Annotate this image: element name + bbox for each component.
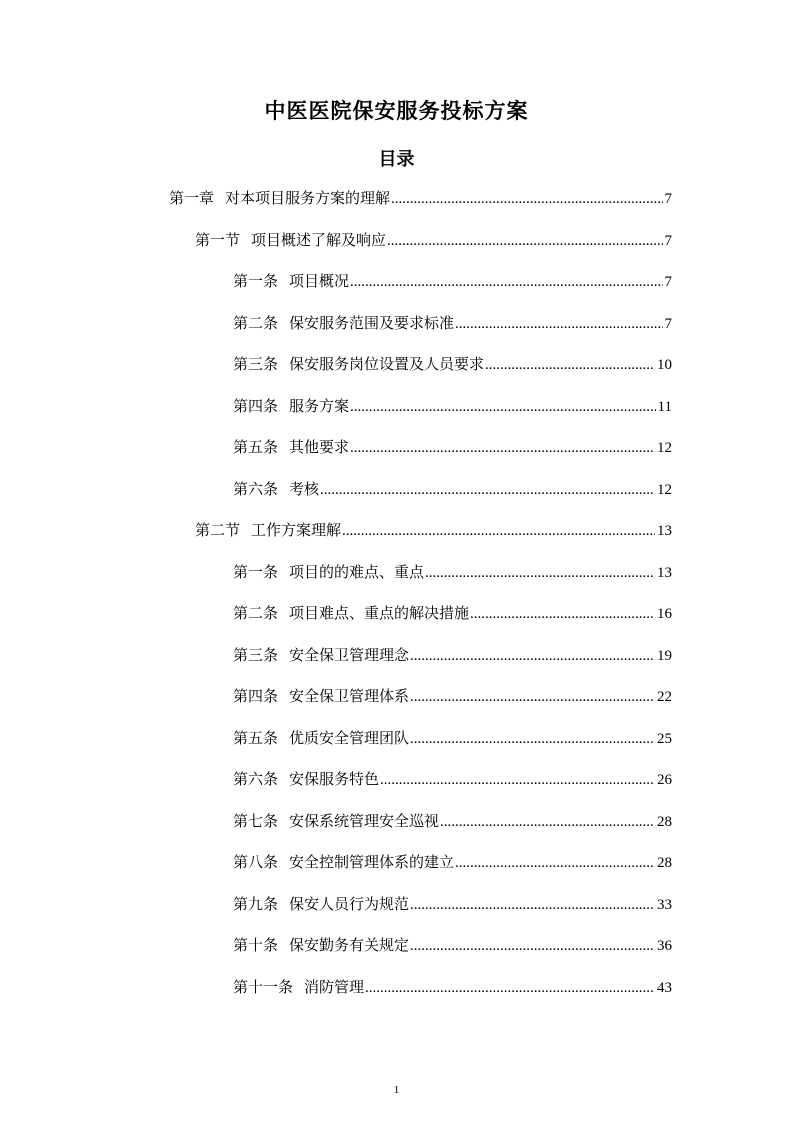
- toc-entry[interactable]: [233, 269, 672, 293]
- toc-entry-label: 其他要求: [289, 438, 350, 456]
- toc-entry-page: 43: [657, 980, 672, 996]
- toc-entry-number: 第二条: [233, 314, 279, 332]
- toc-entry[interactable]: [233, 850, 672, 874]
- toc-entry-number: 第二节: [195, 521, 241, 539]
- toc-entry[interactable]: [233, 767, 672, 791]
- toc-entry-page: 7: [664, 233, 672, 249]
- toc-entry-label: 项目概况: [289, 272, 350, 290]
- toc-entry-number: 第一章: [169, 189, 215, 207]
- toc-entry-label: 消防管理: [304, 978, 365, 996]
- toc-entry[interactable]: [233, 352, 672, 376]
- toc-entry-number: 第九条: [233, 895, 279, 913]
- toc-entry-label: 保安服务范围及要求标准: [289, 314, 455, 332]
- toc-dot-leader: [342, 519, 655, 543]
- toc-heading: 目录: [378, 149, 415, 170]
- toc-entry-number: 第十条: [233, 936, 279, 954]
- toc-entry-number: 第一条: [233, 272, 279, 290]
- toc-entry[interactable]: [233, 560, 672, 584]
- toc-entry-number: 第一节: [195, 231, 241, 249]
- toc-dot-leader: [425, 561, 655, 585]
- toc-dot-leader: [440, 810, 655, 834]
- toc-entry-number: 第八条: [233, 853, 279, 871]
- toc-entry[interactable]: [233, 435, 672, 459]
- toc-entry-number: 第六条: [233, 480, 279, 498]
- toc-dot-leader: [470, 602, 655, 626]
- toc-entry-label: 项目的的难点、重点: [289, 563, 425, 581]
- toc-entry-page: 7: [664, 191, 672, 207]
- toc-entry-page: 13: [657, 523, 672, 539]
- toc-entry-number: 第十一条: [233, 978, 294, 996]
- toc-entry-page: 22: [657, 689, 672, 705]
- toc-dot-leader: [350, 436, 655, 460]
- toc-entry[interactable]: [233, 643, 672, 667]
- toc-entry[interactable]: [195, 228, 672, 252]
- toc-entry-label: 保安勤务有关规定: [289, 936, 410, 954]
- toc-entry[interactable]: [233, 601, 672, 625]
- toc-entry-page: 7: [664, 274, 672, 290]
- toc-entry-page: 33: [657, 897, 672, 913]
- toc-entry[interactable]: [233, 477, 672, 501]
- toc-entry-page: 16: [657, 606, 672, 622]
- toc-dot-leader: [387, 229, 662, 253]
- toc-dot-leader: [365, 976, 655, 1000]
- toc-dot-leader: [380, 768, 655, 792]
- toc-entry-number: 第二条: [233, 604, 279, 622]
- toc-entry-label: 保安服务岗位设置及人员要求: [289, 355, 485, 373]
- toc-entry[interactable]: [233, 975, 672, 999]
- toc-entry-label: 保安人员行为规范: [289, 895, 410, 913]
- toc-entry[interactable]: [233, 892, 672, 916]
- toc-entry-page: 12: [657, 440, 672, 456]
- toc-dot-leader: [455, 312, 662, 336]
- toc-entry-label: 考核: [289, 480, 320, 498]
- toc-entry-label: 安保服务特色: [289, 770, 380, 788]
- toc-entry-label: 服务方案: [289, 397, 350, 415]
- toc-entry-label: 安保系统管理安全巡视: [289, 812, 440, 830]
- toc-entry-label: 工作方案理解: [251, 521, 342, 539]
- toc-entry-page: 36: [657, 938, 672, 954]
- page-number: 1: [393, 1084, 400, 1096]
- toc-entry-label: 对本项目服务方案的理解: [225, 189, 391, 207]
- toc-entry-number: 第三条: [233, 355, 279, 373]
- toc-entry-number: 第三条: [233, 646, 279, 664]
- toc-entry-number: 第四条: [233, 687, 279, 705]
- toc-dot-leader: [320, 478, 655, 502]
- toc-dot-leader: [410, 685, 655, 709]
- toc-entry[interactable]: [233, 394, 672, 418]
- toc-entry-number: 第七条: [233, 812, 279, 830]
- toc-entry[interactable]: [169, 186, 672, 210]
- toc-entry-number: 第一条: [233, 563, 279, 581]
- toc-entry[interactable]: [233, 311, 672, 335]
- toc-entry-label: 项目难点、重点的解决措施: [289, 604, 470, 622]
- toc-entry[interactable]: [233, 684, 672, 708]
- toc-entry[interactable]: [195, 518, 672, 542]
- toc-entry-page: 7: [664, 316, 672, 332]
- toc-entry[interactable]: [233, 933, 672, 957]
- toc-entry-page: 28: [657, 814, 672, 830]
- document-title: 中医医院保安服务投标方案: [264, 99, 529, 123]
- toc-entry-page: 13: [657, 565, 672, 581]
- toc-dot-leader: [350, 395, 656, 419]
- toc-entry-label: 优质安全管理团队: [289, 729, 410, 747]
- toc-entry-page: 28: [657, 855, 672, 871]
- toc-dot-leader: [485, 353, 655, 377]
- toc-entry-page: 26: [657, 772, 672, 788]
- toc-dot-leader: [410, 727, 655, 751]
- toc-entry-number: 第六条: [233, 770, 279, 788]
- toc-dot-leader: [350, 270, 662, 294]
- toc-entry[interactable]: [233, 809, 672, 833]
- toc-dot-leader: [455, 851, 655, 875]
- toc-dot-leader: [410, 934, 655, 958]
- toc-entry-label: 安全控制管理体系的建立: [289, 853, 455, 871]
- toc-entry-page: 19: [657, 648, 672, 664]
- toc-entry-label: 安全保卫管理理念: [289, 646, 410, 664]
- toc-dot-leader: [391, 187, 662, 211]
- toc-entry[interactable]: [233, 726, 672, 750]
- toc-entry-page: 11: [657, 399, 672, 415]
- toc-entry-label: 安全保卫管理体系: [289, 687, 410, 705]
- toc-dot-leader: [410, 893, 655, 917]
- toc-entry-page: 10: [657, 357, 672, 373]
- toc-entry-number: 第四条: [233, 397, 279, 415]
- toc-entry-number: 第五条: [233, 729, 279, 747]
- toc-entry-label: 项目概述了解及响应: [251, 231, 387, 249]
- toc-dot-leader: [410, 644, 655, 668]
- toc-entry-number: 第五条: [233, 438, 279, 456]
- toc-entry-page: 12: [657, 482, 672, 498]
- toc-entry-page: 25: [657, 731, 672, 747]
